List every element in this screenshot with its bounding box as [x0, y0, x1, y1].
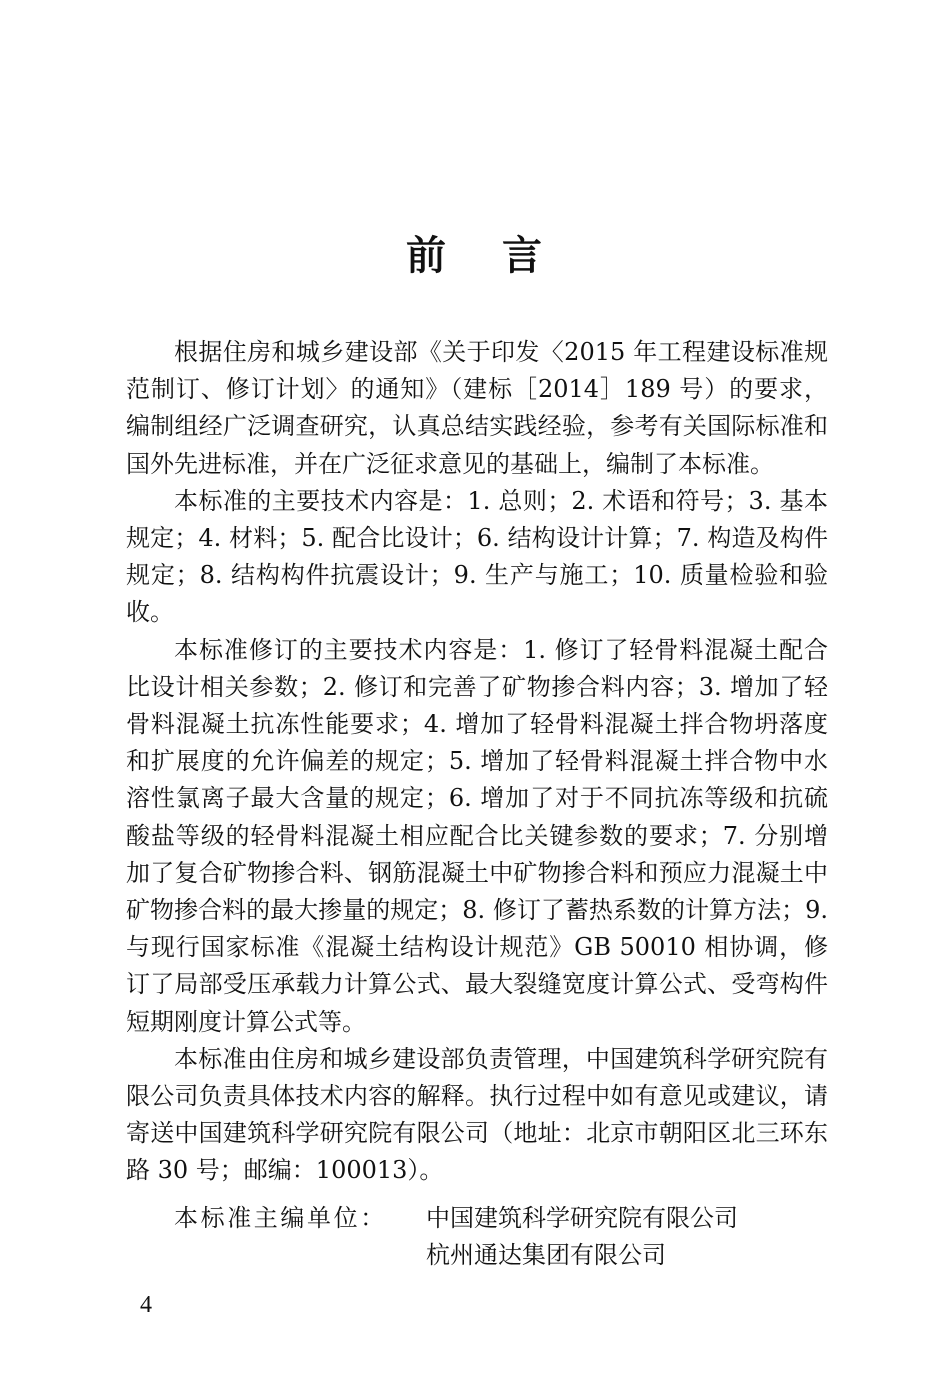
- page-number: 4: [140, 1292, 152, 1318]
- title-char-2: 言: [502, 232, 544, 279]
- paragraph-management: 本标准由住房和城乡建设部负责管理，中国建筑科学研究院有限公司负责具体技术内容的解释。执行过程中如有意见或建议，请寄送中国建筑科学研究院有限公司（地址：北京市朝阳区北三环东路 30 号；邮编：100013）。: [126, 1044, 828, 1185]
- paragraph-main-contents: 本标准的主要技术内容是：1. 总则；2. 术语和符号；3. 基本规定；4. 材料；5. 配合比设计；6. 结构设计计算；7. 构造及构件规定；8. 结构构件抗震设计；9. 生产与施工；10. 质量检验和验收。: [126, 486, 828, 627]
- editor-label: 本标准主编单位：: [174, 1204, 387, 1232]
- preface-body: [126, 334, 828, 1190]
- paragraph-background: 根据住房和城乡建设部《关于印发〈2015 年工程建设标准规范制订、修订计划〉的通知》（建标［2014］189 号）的要求，编制组经广泛调查研究，认真总结实践经验，参考有关国际标准和国外先进标准，并在广泛征求意见的基础上，编制了本标准。: [126, 338, 828, 478]
- paragraph-revision-contents: 本标准修订的主要技术内容是：1. 修订了轻骨料混凝土配合比设计相关参数；2. 修订和完善了矿物掺合料内容；3. 增加了轻骨料混凝土抗冻性能要求；4. 增加了轻骨料混凝土拌合物坍落度和扩展度的允许偏差的规定；5. 增加了轻骨料混凝土拌合物中水溶性氯离子最大含量的规定；6. 增加了对于不同抗冻等级和抗硫酸盐等级的轻骨料混凝土相应配合比关键参数的要求；7. 分别增加了复合矿物掺合料、钢筋混凝土中矿物掺合料和预应力混凝土中矿物掺合料的最大掺量的规定；8. 修订了蓄热系数的计算方法；9. 与现行国家标准《混凝土结构设计规范》GB 50010 相协调，修订了局部受压承载力计算公式、最大裂缝宽度计算公式、受弯构件短期刚度计算公式等。: [126, 635, 828, 1036]
- chief-editor-units: [174, 1200, 738, 1274]
- page-title: [0, 228, 950, 284]
- title-char-1: 前: [406, 232, 448, 279]
- editor-unit-1: 中国建筑科学研究院有限公司: [426, 1204, 738, 1232]
- editor-unit-2: 杭州通达集团有限公司: [426, 1241, 666, 1269]
- editor-line-1: [174, 1200, 738, 1237]
- editor-line-2: [174, 1237, 738, 1274]
